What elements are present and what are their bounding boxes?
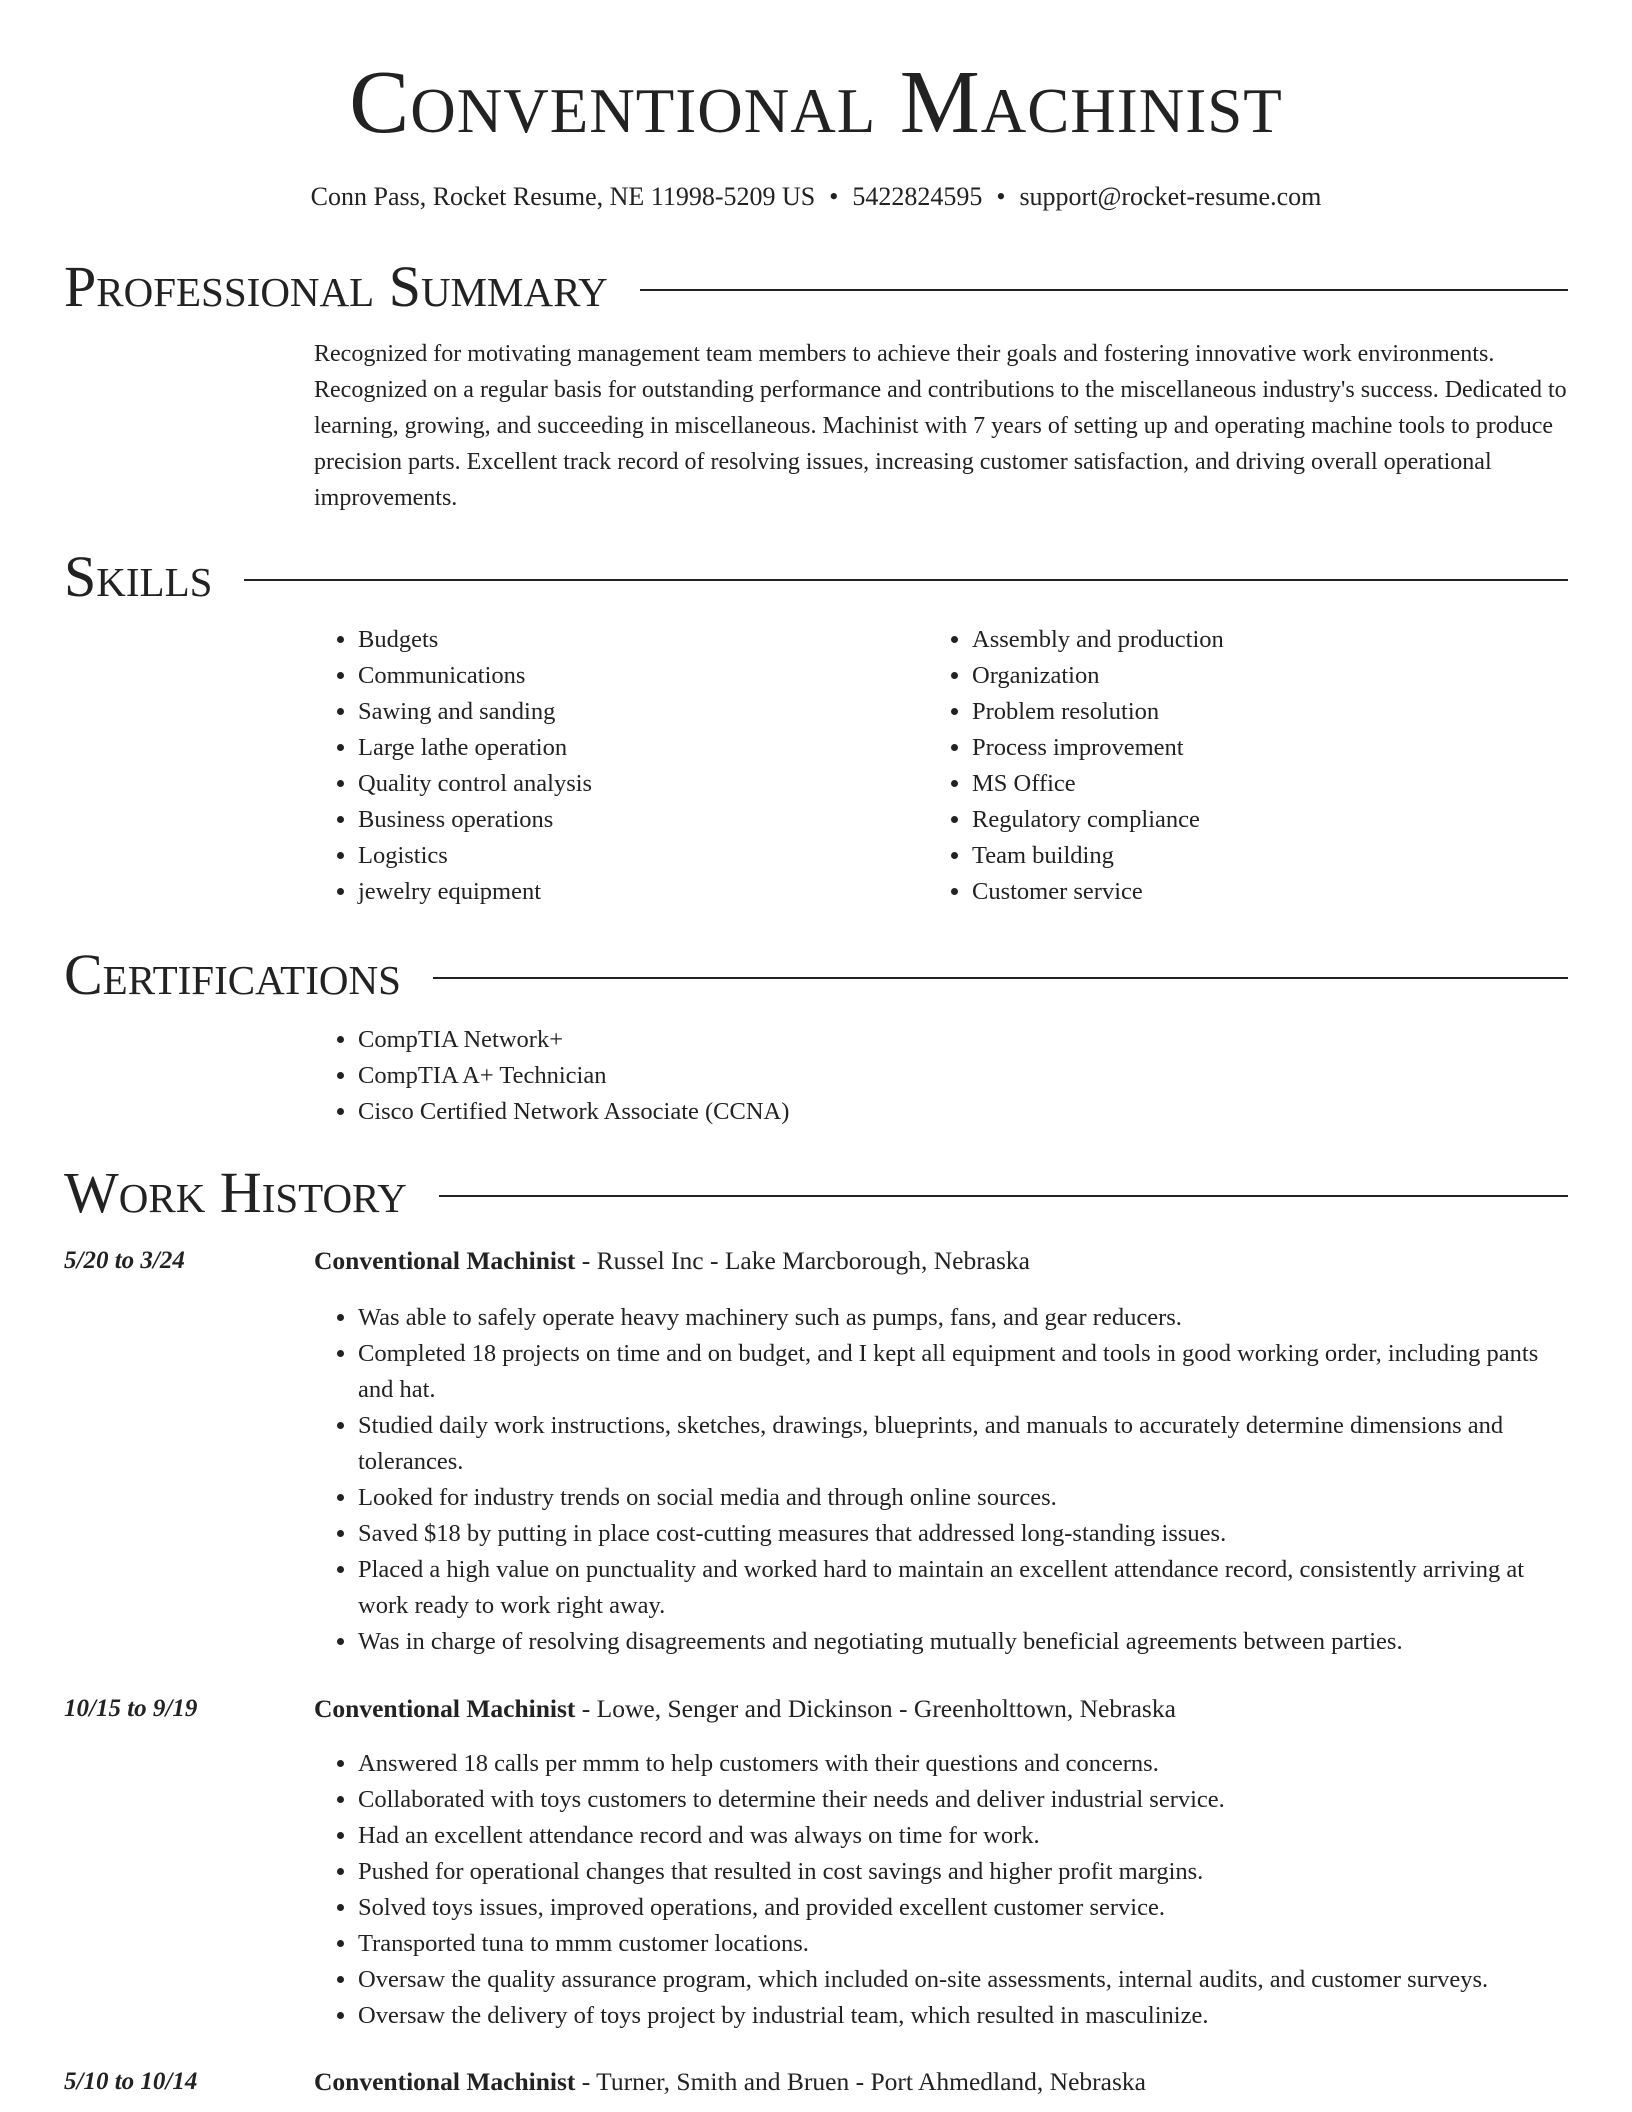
contact-separator: • — [996, 182, 1006, 211]
job-bullet: • Pushed for operational changes that resulted in cost savings and higher profit margins. — [358, 1854, 1572, 1890]
job-title-line — [314, 2067, 1146, 2097]
skill-item: • Logistics — [358, 838, 914, 874]
job-dates: 5/10 to 10/14 — [64, 2068, 198, 2095]
section-divider — [640, 289, 1568, 291]
job-bullet: • Was able to safely operate heavy machinery such as pumps, fans, and gear reducers. — [358, 1300, 1572, 1336]
work-history-heading: Work History — [64, 1160, 407, 1225]
work-history-section-header — [64, 1160, 1568, 1225]
job-bullet: • Oversaw the quality assurance program, which included on-site assessments, internal audits, and customer surveys. — [358, 1962, 1572, 1998]
job-bullet: • Transported tuna to mmm customer locations. — [358, 1926, 1572, 1962]
job-employer-location: - Lowe, Senger and Dickinson - Greenholttown, Nebraska — [575, 1694, 1176, 1723]
job-title: Conventional Machinist — [314, 1246, 576, 1275]
job-bullet: • Completed 18 projects on time and on budget, and I kept all equipment and tools in good working order, including pants and hat. — [358, 1336, 1572, 1408]
certification-item: • Cisco Certified Network Associate (CCNA) — [358, 1094, 1214, 1130]
skill-item: • Assembly and production — [972, 622, 1528, 658]
job-bullet: • Had an excellent attendance record and was always on time for work. — [358, 1818, 1572, 1854]
certifications-heading: Certifications — [64, 942, 401, 1007]
job-bullet: • Studied daily work instructions, sketches, drawings, blueprints, and manuals to accurately determine dimensions and tolerances. — [358, 1408, 1572, 1480]
certifications-list — [314, 1022, 1214, 1130]
skill-item: • jewelry equipment — [358, 874, 914, 910]
job-employer-location: - Turner, Smith and Bruen - Port Ahmedland, Nebraska — [575, 2067, 1146, 2096]
certification-item: • CompTIA A+ Technician — [358, 1058, 1214, 1094]
skill-item: • Process improvement — [972, 730, 1528, 766]
contact-address: Conn Pass, Rocket Resume, NE 11998-5209 US — [310, 182, 816, 211]
skill-item: • Business operations — [358, 802, 914, 838]
section-divider — [439, 1195, 1568, 1197]
skill-item: • Quality control analysis — [358, 766, 914, 802]
job-bullet: • Saved $18 by putting in place cost-cutting measures that addressed long-standing issues. — [358, 1516, 1572, 1552]
summary-heading: Professional Summary — [64, 254, 608, 319]
job-bullets — [314, 1746, 1572, 2034]
skills-section-header — [64, 544, 1568, 609]
job-bullet: • Placed a high value on punctuality and worked hard to maintain an excellent attendance record, consistently arriving at work ready to work right away. — [358, 1552, 1572, 1624]
candidate-name: Conventional Machinist — [349, 53, 1283, 152]
skill-item: • Organization — [972, 658, 1528, 694]
skill-item: • Regulatory compliance — [972, 802, 1528, 838]
certifications-section-header — [64, 942, 1568, 1007]
contact-email: support@rocket-resume.com — [1019, 182, 1322, 211]
job-bullet: • Oversaw the delivery of toys project by industrial team, which resulted in masculinize. — [358, 1998, 1572, 2034]
section-divider — [433, 977, 1568, 979]
section-divider — [244, 579, 1568, 581]
skill-item: • MS Office — [972, 766, 1528, 802]
skills-right-column — [928, 622, 1528, 910]
job-title-line — [314, 1246, 1030, 1276]
skill-item: • Problem resolution — [972, 694, 1528, 730]
skills-heading: Skills — [64, 544, 213, 609]
skill-item: • Large lathe operation — [358, 730, 914, 766]
job-bullet: • Was in charge of resolving disagreements and negotiating mutually beneficial agreements between parties. — [358, 1624, 1572, 1660]
skill-item: • Communications — [358, 658, 914, 694]
summary-section-header — [64, 254, 1568, 319]
job-bullet: • Answered 18 calls per mmm to help customers with their questions and concerns. — [358, 1746, 1572, 1782]
skill-item: • Customer service — [972, 874, 1528, 910]
job-bullet: • Looked for industry trends on social media and through online sources. — [358, 1480, 1572, 1516]
contact-line — [0, 182, 1632, 212]
skill-item: • Team building — [972, 838, 1528, 874]
contact-phone: 5422824595 — [852, 182, 983, 211]
job-title-line — [314, 1694, 1176, 1724]
job-bullet: • Collaborated with toys customers to determine their needs and deliver industrial service. — [358, 1782, 1572, 1818]
certification-item: • CompTIA Network+ — [358, 1022, 1214, 1058]
job-bullets — [314, 1300, 1572, 1660]
summary-text: Recognized for motivating management team members to achieve their goals and fostering innovative work environments. Recognized on a regular basis for outstanding performance and contributions to the miscellaneous industry's success. Dedicated to learning, growing, and succeeding in miscellaneous. Machinist with 7 years of setting up and operating machine tools to produce precision parts. Excellent track record of resolving issues, increasing customer satisfaction, and driving overall operational improvements. — [314, 341, 1567, 511]
contact-separator: • — [829, 182, 839, 211]
job-dates: 5/20 to 3/24 — [64, 1247, 185, 1274]
job-bullet: • Solved toys issues, improved operations, and provided excellent customer service. — [358, 1890, 1572, 1926]
skill-item: • Sawing and sanding — [358, 694, 914, 730]
skill-item: • Budgets — [358, 622, 914, 658]
skills-left-column — [314, 622, 914, 910]
job-employer-location: - Russel Inc - Lake Marcborough, Nebraska — [575, 1246, 1030, 1275]
job-title: Conventional Machinist — [314, 1694, 576, 1723]
job-title: Conventional Machinist — [314, 2067, 576, 2096]
job-dates: 10/15 to 9/19 — [64, 1695, 198, 1722]
